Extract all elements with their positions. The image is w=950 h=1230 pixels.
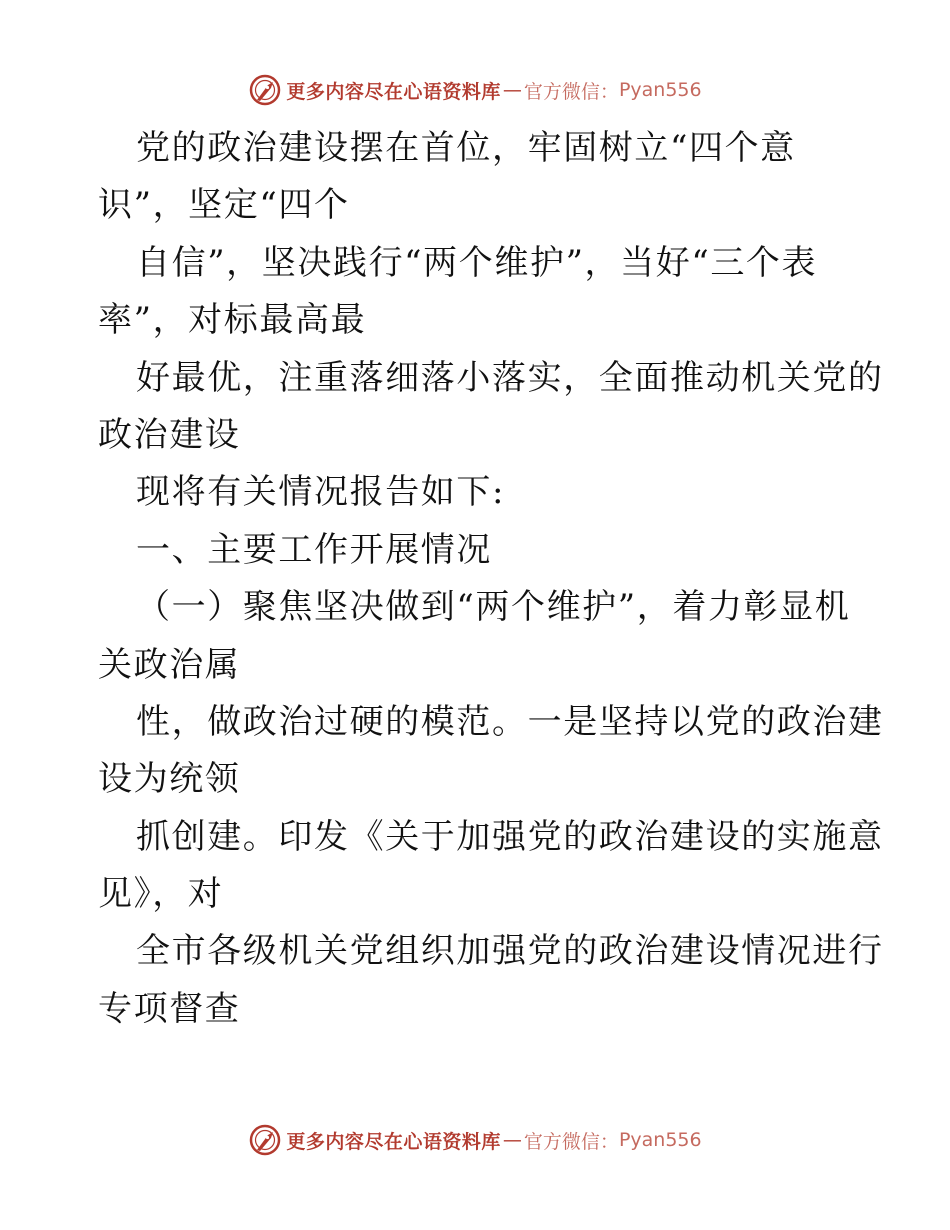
banner-dash: — (502, 79, 522, 101)
text-line: 现将有关情况报告如下: (136, 472, 506, 513)
text-line: 专项督查 (98, 988, 241, 1029)
wechat-id: Pyan556 (618, 1129, 702, 1151)
banner-dash: — (502, 1129, 522, 1151)
footer-banner (0, 1120, 950, 1160)
wechat-id: Pyan556 (618, 79, 702, 101)
wechat-label: 官方微信： (523, 1130, 619, 1153)
document-body (98, 120, 884, 1038)
text-line: （一）聚焦坚决做到“两个维护”，着力彰显机 (136, 587, 851, 628)
text-line: 政治建设 (98, 414, 241, 455)
text-line: 全市各级机关党组织加强党的政治建设情况进行 (136, 931, 884, 972)
banner-slogan: 更多内容尽在心语资料库 (286, 1130, 501, 1153)
pen-nib-circle-icon (248, 1123, 282, 1157)
text-line: 见》，对 (98, 874, 224, 915)
text-line: 好最优，注重落细落小落实，全面推动机关党的 (136, 357, 884, 398)
header-banner (0, 70, 950, 110)
text-line: 党的政治建设摆在首位，牢固树立“四个意 (136, 128, 796, 168)
text-line: 自信”，坚决践行“两个维护”，当好“三个表 (136, 242, 818, 283)
text-line: 设为统领 (98, 759, 241, 800)
text-line: 识”，坚定“四个 (98, 185, 350, 226)
text-line: 关政治属 (98, 644, 241, 685)
text-line: 抓创建。印发《关于加强党的政治建设的实施意 (136, 816, 884, 857)
wechat-label: 官方微信： (523, 80, 619, 103)
text-line: 性，做政治过硬的模范。一是坚持以党的政治建 (136, 701, 884, 742)
text-line: 一、主要工作开展情况 (136, 529, 492, 570)
banner-slogan: 更多内容尽在心语资料库 (286, 80, 501, 103)
pen-nib-circle-icon (248, 73, 282, 107)
text-line: 率”，对标最高最 (98, 300, 367, 341)
